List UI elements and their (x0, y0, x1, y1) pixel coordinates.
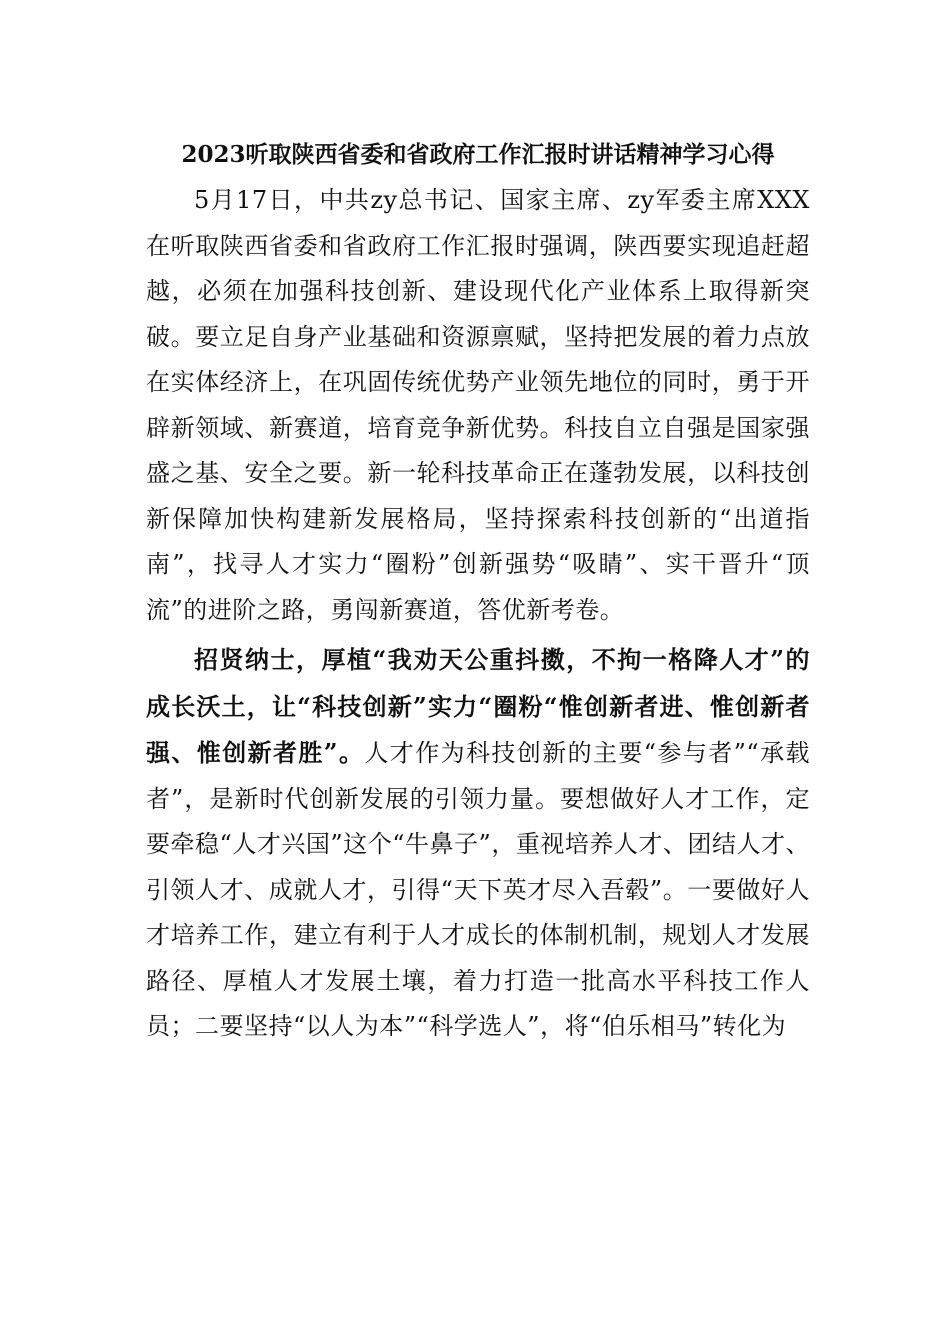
paragraph-text: 5月17日，中共zy总书记、国家主席、zy军委主席XXX在听取陕西省委和省政府工作汇报时强调，陕西要实现追赶超越，必须在加强科技创新、建设现代化产业体系上取得新突破。要立足自身产业基础和资源禀赋，坚持把发展的着力点放在实体经济上，在巩固传统优势产业领先地位的同时，勇于开辟新领域、新赛道，培育竞争新优势。科技自立自强是国家强盛之基、安全之要。新一轮科技革命正在蓬勃发展，以科技创新保障加快构建新发展格局，坚持探索科技创新的“出道指南”，找寻人才实力“圈粉”创新强势“吸睛”、实干晋升“顶流”的进阶之路，勇闯新赛道，答优新考卷。 (146, 186, 810, 624)
paragraph-text: 人才作为科技创新的主要“参与者”“承载者”，是新时代创新发展的引领力量。要想做好人才工作，定要牵稳“人才兴国”这个“牛鼻子”，重视培养人才、团结人才、引领人才、成就人才，引得“天下英才尽入吾毂”。一要做好人才培养工作，建立有利于人才成长的体制机制，规划人才发展路径、厚植人才发展土壤，着力打造一批高水平科技工作人员；二要坚持“以人为本”“科学选人”，将“伯乐相马”转化为 (146, 739, 810, 1040)
document-body (146, 133, 810, 1050)
paragraph-lead: 招贤纳士，厚植“我劝天公重抖擞，不拘一格降人才”的成长沃土，让“科技创新”实力“圈粉“惟创新者进、惟创新者强、惟创新者胜”。 (146, 645, 810, 767)
paragraph-intro (146, 177, 810, 633)
paragraph-talent (146, 637, 810, 1050)
document-title: 2023听取陕西省委和省政府工作汇报时讲话精神学习心得 (181, 141, 775, 168)
